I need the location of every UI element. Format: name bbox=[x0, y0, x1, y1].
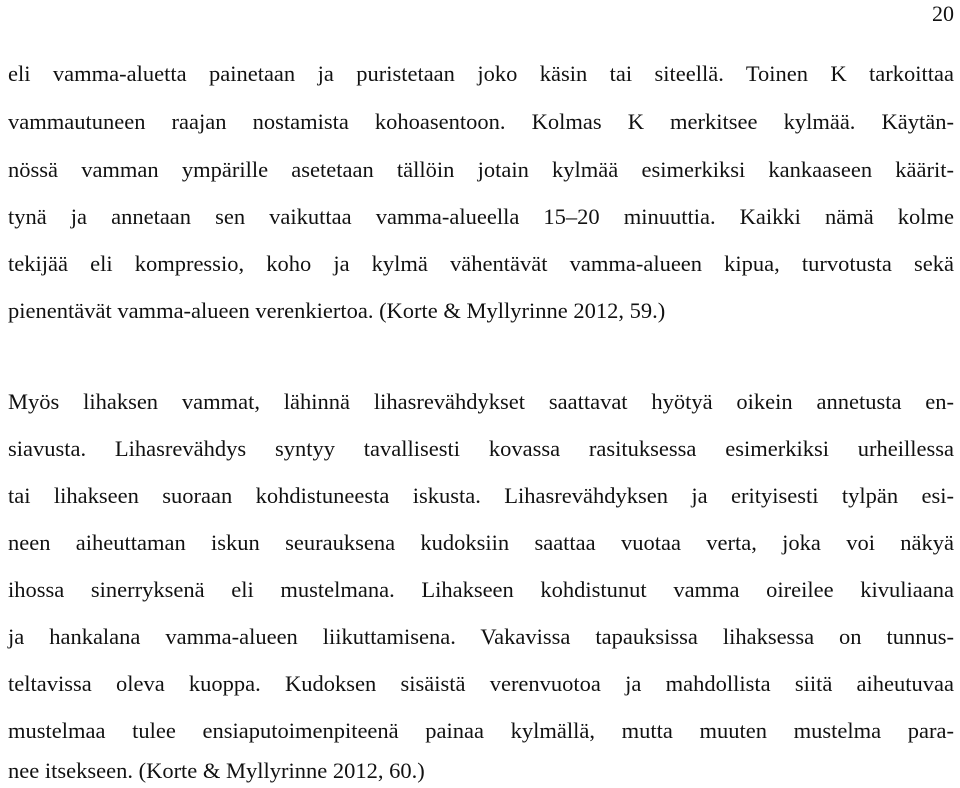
text-line: tynä ja annetaan sen vaikuttaa vamma-alueella 15–20 minuuttia. Kaikki nämä kolme bbox=[8, 204, 954, 229]
text-line: vammautuneen raajan nostamista kohoasentoon. Kolmas K merkitsee kylmää. Käytän- bbox=[8, 109, 954, 134]
text-line: eli vamma-aluetta painetaan ja puristetaan joko käsin tai siteellä. Toinen K tarkoittaa bbox=[8, 61, 954, 86]
text-line: siavusta. Lihasrevähdys syntyy tavallisesti kovassa rasituksessa esimerkiksi urheillessa bbox=[8, 436, 954, 461]
text-line: mustelmaa tulee ensiaputoimenpiteenä painaa kylmällä, mutta muuten mustelma para- bbox=[8, 718, 954, 743]
page-number: 20 bbox=[932, 1, 954, 26]
text-line: Myös lihaksen vammat, lähinnä lihasrevähdykset saattavat hyötyä oikein annetusta en- bbox=[8, 389, 954, 414]
text-line: nee itsekseen. (Korte & Myllyrinne 2012, 60.) bbox=[8, 758, 425, 783]
text-line: tai lihakseen suoraan kohdistuneesta iskusta. Lihasrevähdyksen ja erityisesti tylpän esi- bbox=[8, 483, 954, 508]
text-line: ihossa sinerryksenä eli mustelmana. Lihakseen kohdistunut vamma oireilee kivuliaana bbox=[8, 577, 954, 602]
text-line: neen aiheuttaman iskun seurauksena kudoksiin saattaa vuotaa verta, joka voi näkyä bbox=[8, 530, 954, 555]
text-line: nössä vamman ympärille asetetaan tällöin jotain kylmää esimerkiksi kankaaseen käärit- bbox=[8, 157, 954, 182]
text-line: teltavissa oleva kuoppa. Kudoksen sisäistä verenvuotoa ja mahdollista siitä aiheutuvaa bbox=[8, 671, 954, 696]
text-line: pienentävät vamma-alueen verenkiertoa. (Korte & Myllyrinne 2012, 59.) bbox=[8, 298, 666, 323]
text-line: ja hankalana vamma-alueen liikuttamisena. Vakavissa tapauksissa lihaksessa on tunnus- bbox=[8, 624, 954, 649]
text-line: tekijää eli kompressio, koho ja kylmä vähentävät vamma-alueen kipua, turvotusta sekä bbox=[8, 251, 954, 276]
